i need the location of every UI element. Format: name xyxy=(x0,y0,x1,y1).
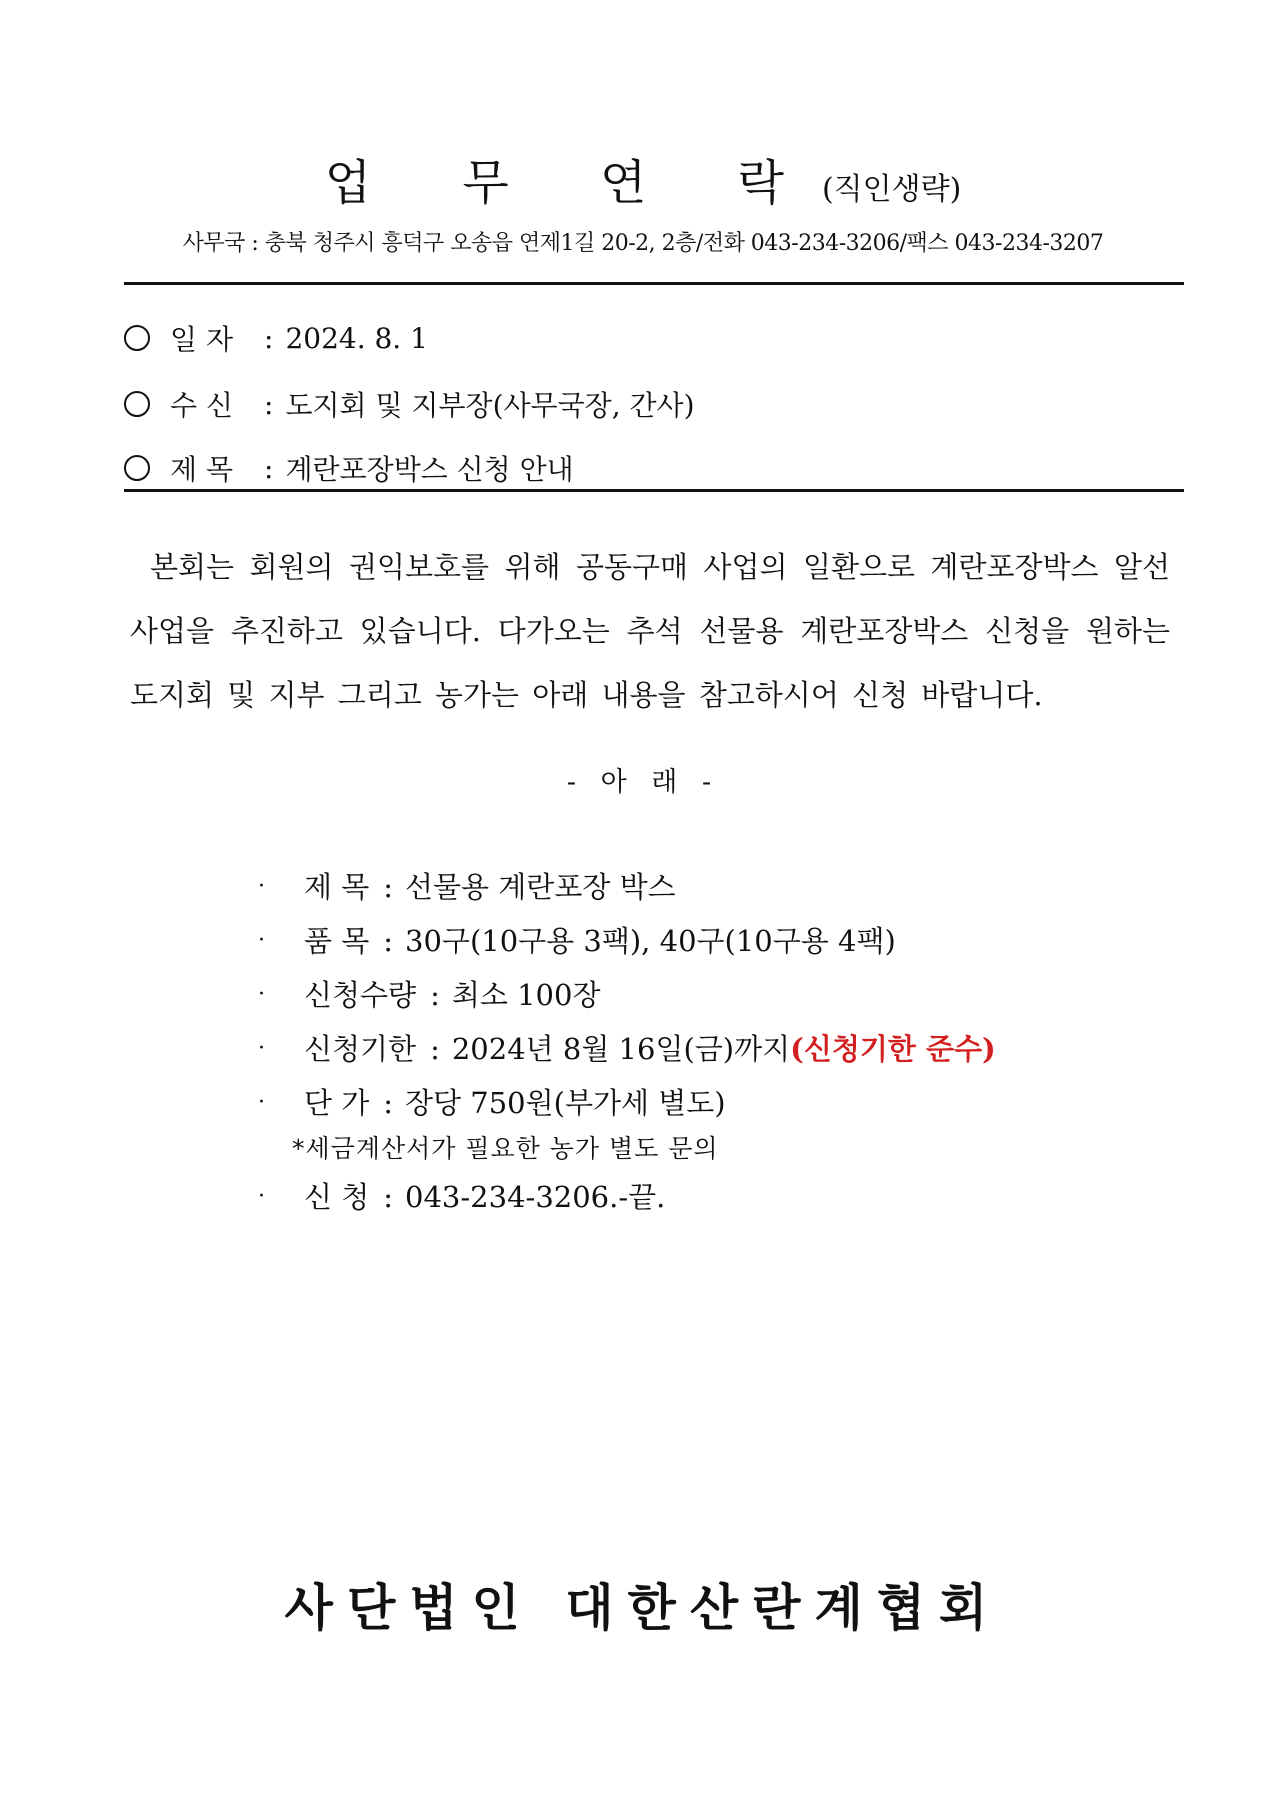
bottom-divider xyxy=(124,489,1184,492)
detail-value: 043-234-3206.-끝. xyxy=(405,1180,666,1214)
subject-label: 제 목 xyxy=(170,453,233,486)
meta-separator: : xyxy=(264,451,274,485)
detail-label: 제 목 xyxy=(304,870,370,904)
deadline-highlight: (신청기한 준수) xyxy=(790,1032,996,1066)
detail-label: 품 목 xyxy=(304,924,370,958)
top-divider xyxy=(124,282,1184,285)
date-value: 2024. 8. 1 xyxy=(285,321,428,355)
detail-item-contact xyxy=(258,1170,1158,1224)
detail-item-title xyxy=(258,860,1158,914)
meta-recipient-row xyxy=(124,384,695,424)
detail-label: 신청기한 xyxy=(304,1032,417,1066)
body-paragraph xyxy=(130,535,1170,727)
detail-label: 단 가 xyxy=(304,1086,370,1120)
meta-separator: : xyxy=(264,387,274,421)
detail-separator: : xyxy=(383,1086,394,1120)
dot-bullet-icon: · xyxy=(258,982,265,1007)
notice-heading: - 아 래 - xyxy=(566,767,720,798)
document-title xyxy=(0,144,1286,213)
detail-separator: : xyxy=(383,870,394,904)
subject-value: 계란포장박스 신청 안내 xyxy=(285,453,574,486)
circle-bullet-icon xyxy=(124,455,150,481)
detail-value: 최소 100장 xyxy=(451,978,601,1012)
title-note: (직인생략) xyxy=(821,172,962,207)
detail-value: 30구(10구용 3팩), 40구(10구용 4팩) xyxy=(405,924,896,958)
detail-item-deadline xyxy=(258,1022,1158,1076)
detail-separator: : xyxy=(430,978,440,1012)
meta-subject-row xyxy=(124,448,574,488)
dot-bullet-icon: · xyxy=(258,928,265,953)
detail-item-product xyxy=(258,914,1158,968)
title-main: 업 무 연 락 xyxy=(324,155,822,211)
detail-separator: : xyxy=(383,924,394,958)
date-label: 일 자 xyxy=(170,323,233,356)
detail-label: 신 청 xyxy=(304,1180,370,1214)
meta-date-row xyxy=(124,318,428,358)
detail-item-quantity xyxy=(258,968,1158,1022)
detail-item-price xyxy=(258,1076,1158,1130)
dot-bullet-icon: · xyxy=(258,1090,265,1115)
dot-bullet-icon: · xyxy=(258,874,265,899)
detail-value: 장당 750원(부가세 별도) xyxy=(405,1086,726,1120)
detail-list xyxy=(258,860,1158,1224)
detail-value: 2024년 8월 16일(금)까지 xyxy=(451,1032,791,1066)
detail-value: 선물용 계란포장 박스 xyxy=(405,870,676,904)
organization-name: 사단법인 대한산란계협회 xyxy=(284,1579,1002,1637)
body-text: 본회는 회원의 권익보호를 위해 공동구매 사업의 일환으로 계란포장박스 알선 사업을 추진하고 있습니다. 다가오는 추석 선물용 계란포장박스 신청을 원하는 도지회 및 지부 그리고 농가는 아래 내용을 참고하시어 신청 바랍니다. xyxy=(130,550,1170,712)
office-contact-info: 사무국 : 충북 청주시 흥덕구 오송읍 연제1길 20-2, 2층/전화 043-234-3206/팩스 043-234-3207 xyxy=(182,231,1104,256)
tax-invoice-note: *세금계산서가 필요한 농가 별도 문의 xyxy=(292,1134,719,1163)
detail-label: 신청수량 xyxy=(304,978,417,1012)
detail-separator: : xyxy=(430,1032,440,1066)
detail-separator: : xyxy=(383,1180,394,1214)
dot-bullet-icon: · xyxy=(258,1036,265,1061)
circle-bullet-icon xyxy=(124,391,150,417)
recipient-label: 수 신 xyxy=(170,389,233,422)
meta-separator: : xyxy=(264,321,274,355)
recipient-value: 도지회 및 지부장(사무국장, 간사) xyxy=(285,389,695,422)
dot-bullet-icon: · xyxy=(258,1184,265,1209)
circle-bullet-icon xyxy=(124,325,150,351)
